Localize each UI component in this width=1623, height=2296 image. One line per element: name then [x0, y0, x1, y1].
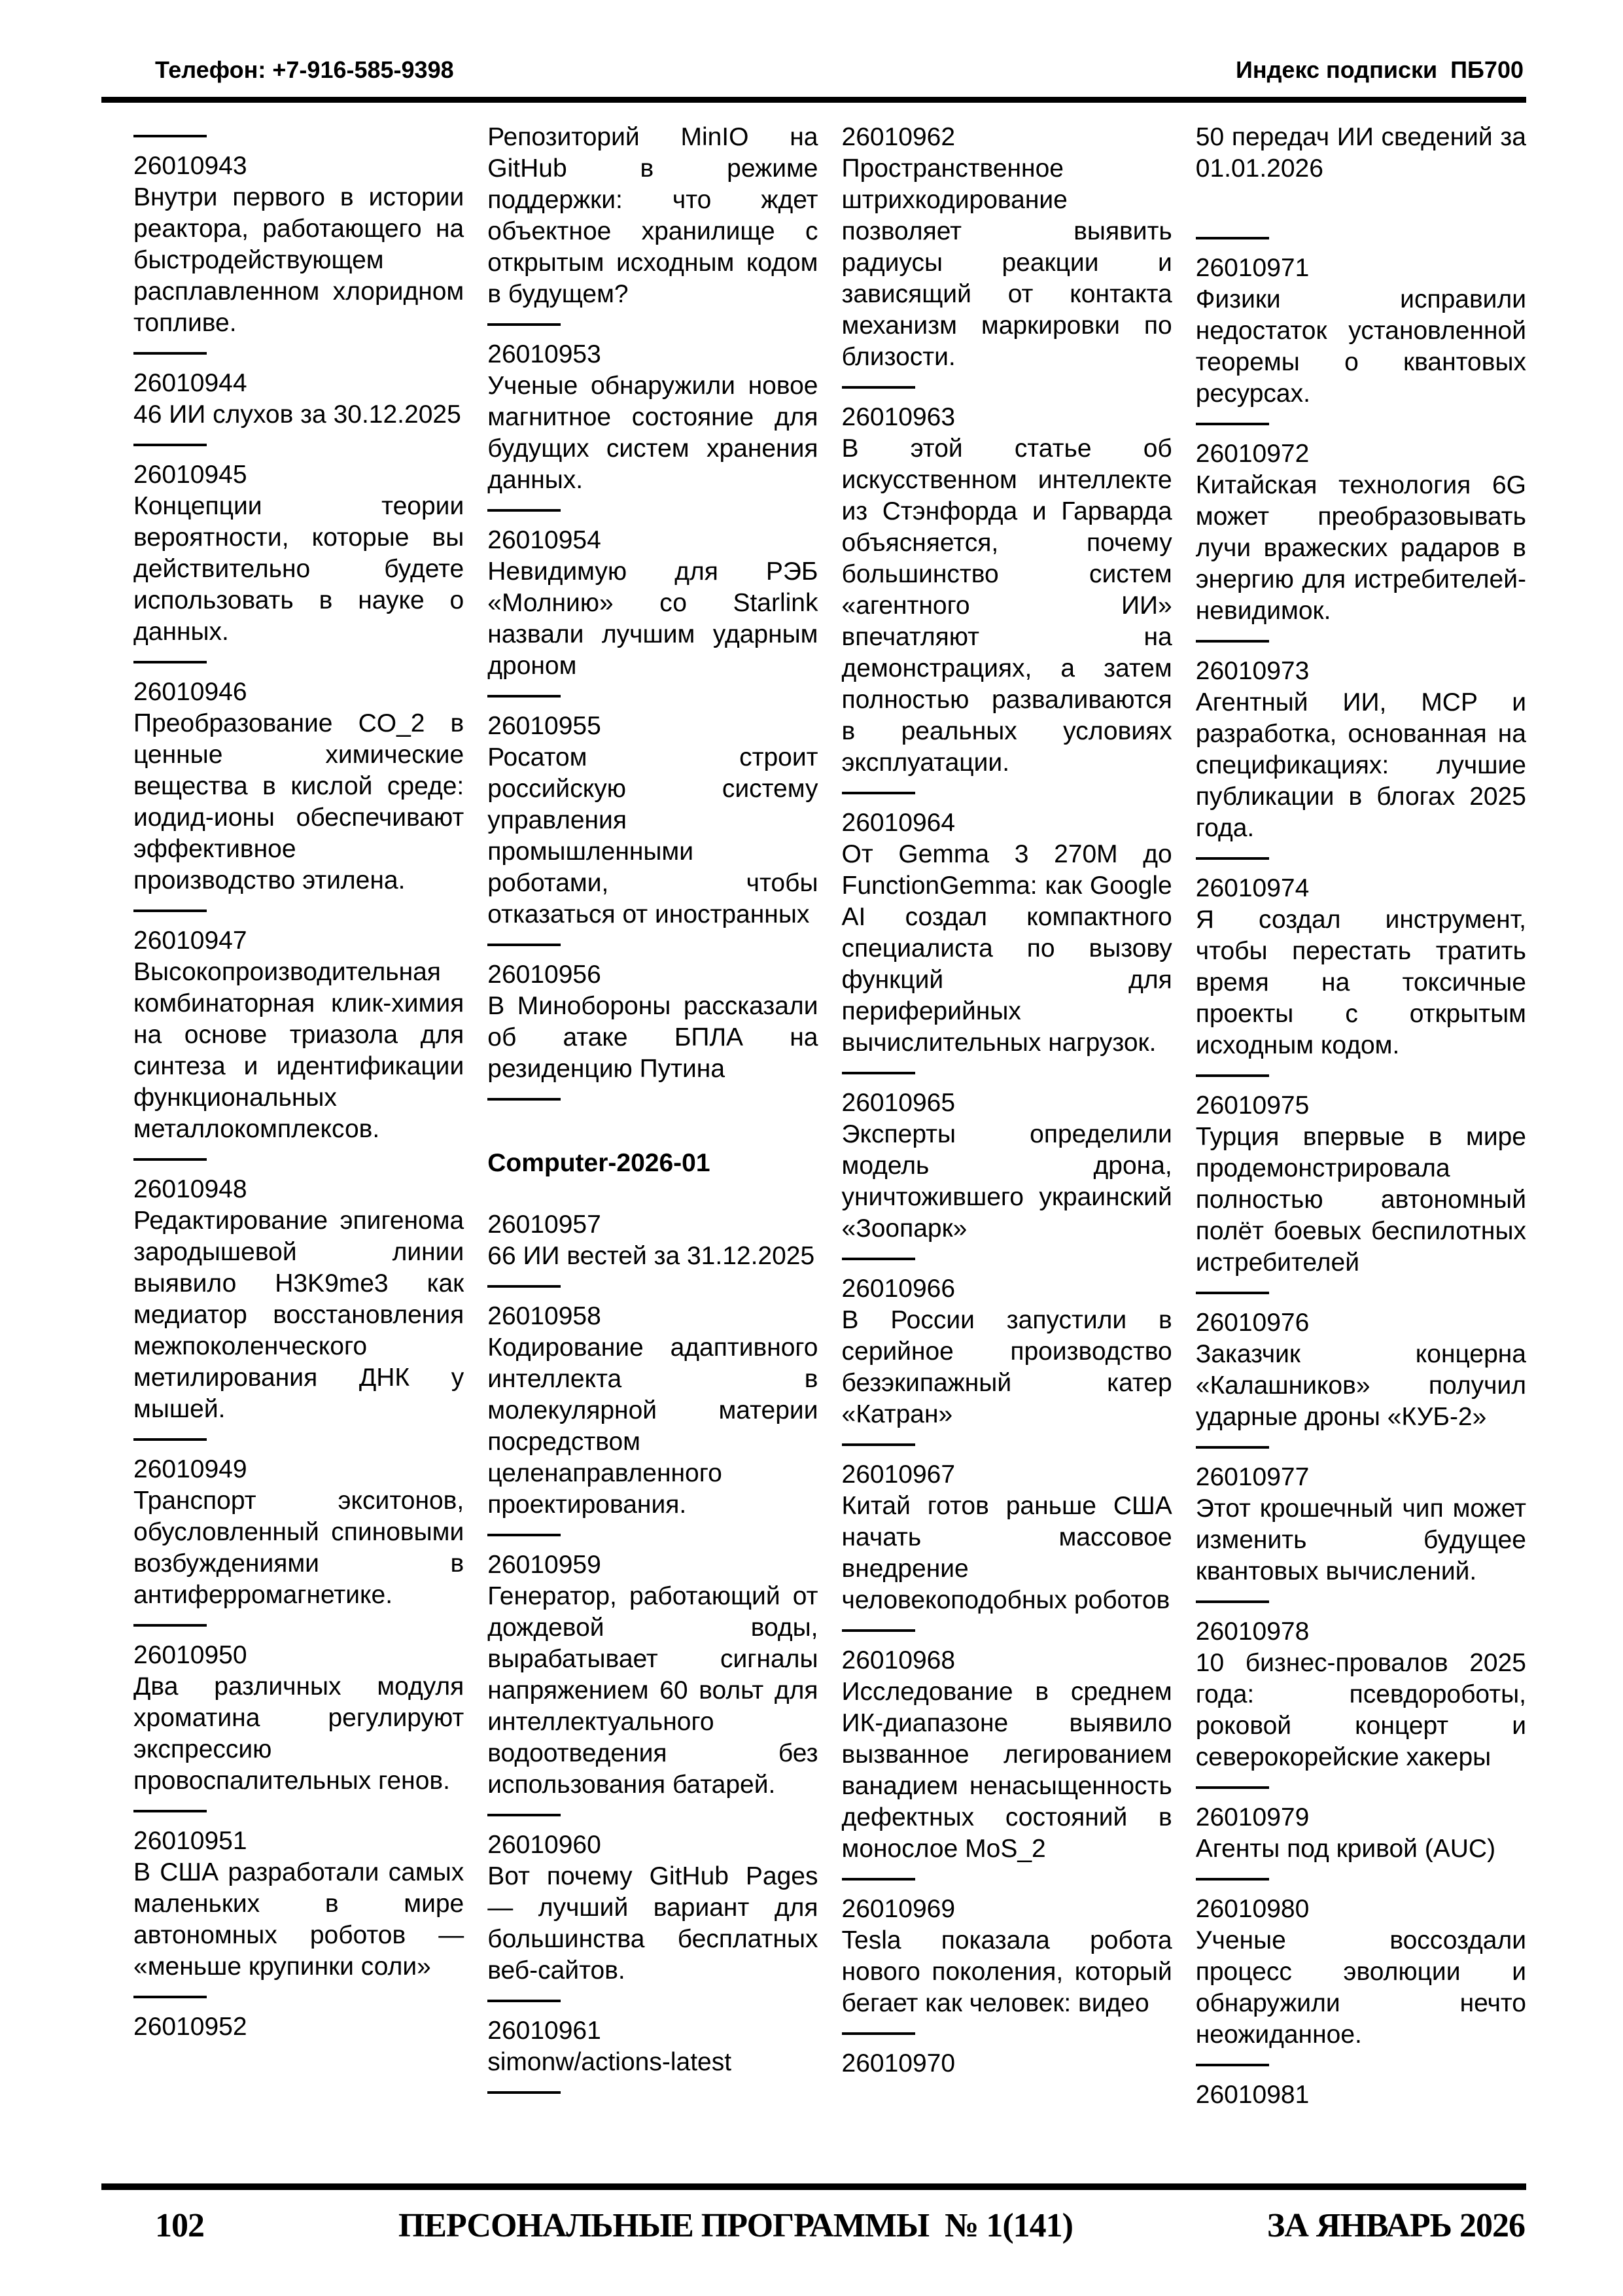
- catalog-entry: [487, 1829, 818, 1987]
- catalog-entry: [133, 459, 464, 648]
- separator-dash: [842, 1072, 915, 1074]
- section-heading: Computer-2026-01: [487, 1149, 710, 1177]
- entry-separator: [487, 1272, 818, 1301]
- entry-text: Невидимую для РЭБ «Молнию» со Starlink назвали лучшим ударным дроном: [487, 557, 818, 680]
- separator-dash: [1196, 640, 1269, 643]
- catalog-entry: [842, 1273, 1172, 1430]
- entry-separator: [1196, 844, 1526, 873]
- entry-separator: [1196, 1865, 1526, 1894]
- entry-text: Агенты под кривой (AUC): [1195, 1835, 1496, 1863]
- entry-separator: [1196, 410, 1526, 438]
- entry-id: 26010960: [487, 1831, 601, 1859]
- entry-id: 26010956: [487, 961, 601, 989]
- entry-id: 26010953: [487, 340, 601, 368]
- entry-text: Внутри первого в истории реактора, работающего на быстродействующем расплавленном хлоридном топливе.: [133, 183, 464, 337]
- entry-separator: [487, 496, 818, 525]
- entry-separator: [133, 1425, 464, 1454]
- entry-id: 26010946: [133, 678, 247, 706]
- entry-id: 26010948: [133, 1175, 247, 1203]
- catalog-entry: [133, 1640, 464, 1797]
- catalog-entry: [1196, 2079, 1526, 2111]
- entry-id: 26010949: [133, 1455, 247, 1483]
- entry-separator: [133, 648, 464, 677]
- catalog-entry: [842, 402, 1172, 779]
- entry-separator: [133, 122, 464, 150]
- catalog-entry: [133, 150, 464, 339]
- entry-separator: [133, 339, 464, 368]
- separator-dash: [1196, 1878, 1269, 1881]
- separator-dash: [133, 352, 207, 355]
- entry-id: 26010977: [1195, 1463, 1310, 1491]
- entry-text: Турция впервые в мире продемонстрировала полностью автономный полёт боевых беспилотных истребителей: [1195, 1123, 1526, 1277]
- footer-rule: [101, 2183, 1526, 2190]
- entry-separator: [487, 682, 818, 711]
- entry-id: 26010962: [841, 123, 956, 151]
- separator-dash: [487, 323, 561, 326]
- entry-id: 26010967: [841, 1460, 956, 1489]
- footer-journal-title: ПЕРСОНАЛЬНЫЕ ПРОГРАММЫ № 1(141): [398, 2207, 1073, 2244]
- separator-dash: [842, 2032, 915, 2035]
- entry-id: 26010981: [1195, 2081, 1310, 2109]
- separator-dash: [1196, 2064, 1269, 2066]
- catalog-entry: [133, 925, 464, 1145]
- catalog-entry: [1196, 438, 1526, 627]
- separator-dash: [133, 1438, 207, 1441]
- entry-text: В России запустили в серийное производство безэкипажный катер «Катран»: [841, 1306, 1172, 1428]
- catalog-entry: [487, 959, 818, 1085]
- entry-text: Tesla показала робота нового поколения, который бегает как человек: видео: [841, 1926, 1172, 2017]
- entry-separator: [1196, 1773, 1526, 1802]
- entry-text: Я создал инструмент, чтобы перестать тратить время на токсичные проекты с открытым исходным кодом.: [1195, 906, 1526, 1059]
- separator-dash: [487, 2000, 561, 2002]
- catalog-entry: [487, 339, 818, 496]
- separator-dash: [1196, 423, 1269, 425]
- entry-text: 66 ИИ вестей за 31.12.2025: [487, 1242, 815, 1270]
- entry-text: Редактирование эпигенома зародышевой линии выявило H3K9me3 как медиатор восстановления межпоколенческого метилирования ДНК у мышей.: [133, 1207, 464, 1423]
- footer-page-number: 102: [155, 2207, 204, 2244]
- separator-dash: [487, 944, 561, 946]
- separator-dash: [1196, 237, 1269, 239]
- separator-dash: [487, 695, 561, 698]
- catalog-entry: [133, 368, 464, 431]
- entry-id: 26010947: [133, 927, 247, 955]
- catalog-entry: [487, 525, 818, 682]
- catalog-entry: [842, 1894, 1172, 2019]
- entry-text: Китайская технология 6G может преобразовывать лучи вражеских радаров в энергию для истребителей-невидимок.: [1195, 471, 1526, 625]
- header-rule: [101, 97, 1526, 103]
- entry-id: 26010970: [841, 2049, 956, 2077]
- separator-dash: [1196, 1292, 1269, 1294]
- catalog-entry: [842, 122, 1172, 373]
- entry-id: 26010955: [487, 712, 601, 740]
- catalog-entry: [487, 1209, 818, 1272]
- entry-text: Преобразование CO_2 в ценные химические вещества в кислой среде: иодид-ионы обеспечивают эффективное производство этилена.: [133, 709, 464, 894]
- entry-separator: [487, 1521, 818, 1549]
- entry-id: 26010965: [841, 1089, 956, 1117]
- entry-text-continuation: 50 передач ИИ сведений за 01.01.2026: [1195, 123, 1526, 183]
- entry-id: 26010973: [1195, 657, 1310, 685]
- entry-text: Росатом строит российскую систему управления промышленными роботами, чтобы отказаться от иностранных: [487, 743, 818, 928]
- entry-text: Эксперты определили модель дрона, уничтожившего украинский «Зоопарк»: [841, 1120, 1172, 1243]
- entry-text: Кодирование адаптивного интеллекта в молекулярной материи посредством целенаправленного проектирования.: [487, 1333, 818, 1519]
- separator-dash: [842, 792, 915, 794]
- separator-dash: [487, 509, 561, 512]
- entry-text: Генератор, работающий от дождевой воды, вырабатывает сигналы напряжением 60 вольт для интеллектуального водоотведения без использования батарей.: [487, 1582, 818, 1799]
- entry-id: 26010959: [487, 1551, 601, 1579]
- entry-text: Агентный ИИ, MCP и разработка, основанная на спецификациях: лучшие публикации в блогах 2025 года.: [1195, 688, 1526, 842]
- entry-separator: [1196, 1061, 1526, 1090]
- entry-separator: [133, 1611, 464, 1640]
- entry-separator: [1196, 1587, 1526, 1616]
- entry-text: В этой статье об искусственном интеллекте из Стэнфорда и Гарварда объясняется, почему большинство систем «агентного ИИ» впечатляют на демонстрациях, а затем полностью разваливаются в реальных условиях эксплуатации.: [841, 434, 1172, 777]
- entry-id: 26010951: [133, 1827, 247, 1855]
- separator-dash: [1196, 1446, 1269, 1449]
- entry-text: Пространственное штрихкодирование позволяет выявить радиусы реакции и зависящий от контакта механизм маркировки по близости.: [841, 154, 1172, 371]
- separator-dash: [133, 1158, 207, 1161]
- catalog-column-2: [487, 122, 818, 2180]
- entry-text: Физики исправили недостаток установленной теоремы о квантовых ресурсах.: [1195, 285, 1526, 408]
- separator-dash: [487, 1814, 561, 1816]
- entry-separator: [1196, 1433, 1526, 1462]
- separator-dash: [133, 1996, 207, 1998]
- catalog-entry: [842, 1645, 1172, 1865]
- entry-text: От Gemma 3 270M до FunctionGemma: как Google AI создал компактного специалиста по вызову функций для периферийных вычислительных нагрузок.: [841, 840, 1172, 1057]
- catalog-entry: [842, 2048, 1172, 2079]
- catalog-entry: [842, 1459, 1172, 1616]
- entry-text: Концепции теории вероятности, которые вы действительно будете использовать в науке о данных.: [133, 492, 464, 646]
- entry-text: Ученые воссоздали процесс эволюции и обнаружили нечто неожиданное.: [1195, 1926, 1526, 2049]
- catalog-entry: [133, 1826, 464, 1983]
- entry-text: Ученые обнаружили новое магнитное состояние для будущих систем хранения данных.: [487, 372, 818, 494]
- entry-id: 26010969: [841, 1895, 956, 1923]
- catalog-entry: [842, 807, 1172, 1059]
- entry-separator: [487, 1801, 818, 1829]
- entry-separator: [133, 1797, 464, 1826]
- catalog-column-3: [842, 122, 1172, 2180]
- catalog-entry: [1196, 1307, 1526, 1433]
- entry-text: Транспорт экситонов, обусловленный спиновыми возбуждениями в антиферромагнетике.: [133, 1487, 464, 1609]
- entry-text: 46 ИИ слухов за 30.12.2025: [133, 400, 461, 429]
- separator-dash: [1196, 1074, 1269, 1077]
- catalog-entry: [133, 2011, 464, 2043]
- entry-id: 26010944: [133, 369, 247, 397]
- entry-id: 26010943: [133, 152, 247, 180]
- catalog-entry: [1196, 253, 1526, 410]
- entry-id: 26010957: [487, 1210, 601, 1239]
- catalog-entry: [1196, 656, 1526, 844]
- entry-text: 10 бизнес-провалов 2025 года: псевдороботы, роковой концерт и северокорейские хакеры: [1195, 1649, 1526, 1771]
- entry-text: Вот почему GitHub Pages — лучший вариант для большинства бесплатных веб-сайтов.: [487, 1862, 818, 1985]
- entry-id: 26010968: [841, 1646, 956, 1674]
- catalog-entry: [1196, 1462, 1526, 1587]
- entry-id: 26010971: [1195, 254, 1310, 282]
- catalog-entry: [1196, 1802, 1526, 1865]
- separator-dash: [133, 1624, 207, 1627]
- entry-separator: [133, 1983, 464, 2011]
- entry-id: 26010963: [841, 403, 956, 431]
- separator-dash: [842, 1878, 915, 1881]
- entry-id: 26010952: [133, 2013, 247, 2041]
- separator-dash: [1196, 1600, 1269, 1603]
- entry-separator: [842, 373, 1172, 402]
- entry-separator: [1196, 1279, 1526, 1307]
- entry-text: simonw/actions-latest: [487, 2048, 732, 2076]
- vertical-gap: [1196, 185, 1526, 224]
- entry-text: Высокопроизводительная комбинаторная клик-химия на основе триазола для синтеза и идентификации функциональных металлокомплексов.: [133, 958, 464, 1143]
- entry-separator: [1196, 627, 1526, 656]
- entry-id: 26010958: [487, 1302, 601, 1330]
- separator-dash: [487, 1098, 561, 1101]
- entry-id: 26010945: [133, 461, 247, 489]
- header-phone: Телефон: +7-916-585-9398: [155, 56, 454, 83]
- entry-separator: [842, 1059, 1172, 1087]
- entry-separator: [133, 431, 464, 459]
- entry-text: Два различных модуля хроматина регулируют экспрессию провоспалительных генов.: [133, 1672, 464, 1795]
- entry-id: 26010975: [1195, 1091, 1310, 1120]
- entry-separator: [842, 779, 1172, 807]
- catalog-entry: [1196, 1616, 1526, 1773]
- entry-separator: [133, 1145, 464, 1174]
- entry-separator: [487, 2078, 818, 2107]
- entry-text: Этот крошечный чип может изменить будущее квантовых вычислений.: [1195, 1494, 1526, 1585]
- separator-dash: [487, 2091, 561, 2094]
- entry-separator: [842, 2019, 1172, 2048]
- entry-separator: [1196, 2051, 1526, 2079]
- catalog-entry: [133, 1174, 464, 1425]
- separator-dash: [487, 1534, 561, 1536]
- entry-separator: [842, 1245, 1172, 1273]
- entry-id: 26010961: [487, 2017, 601, 2045]
- page-footer: [155, 2206, 1525, 2245]
- page-header: [155, 56, 1524, 84]
- separator-dash: [133, 1810, 207, 1812]
- entry-separator: [487, 1987, 818, 2015]
- entry-id: 26010964: [841, 809, 956, 837]
- entry-separator: [842, 1430, 1172, 1459]
- entry-text: В Минобороны рассказали об атаке БПЛА на резиденцию Путина: [487, 992, 818, 1083]
- catalog-entry: [487, 2015, 818, 2078]
- separator-dash: [842, 1443, 915, 1446]
- entry-separator: [1196, 224, 1526, 253]
- separator-dash: [1196, 857, 1269, 860]
- entry-id: 26010972: [1195, 440, 1310, 468]
- entry-id: 26010979: [1195, 1803, 1310, 1831]
- separator-dash: [133, 661, 207, 663]
- header-subscription-index: Индекс подписки ПБ700: [1235, 56, 1524, 83]
- entry-id: 26010954: [487, 526, 601, 554]
- catalog-entry: [133, 677, 464, 896]
- catalog-entry: [487, 1549, 818, 1801]
- entry-separator: [487, 930, 818, 959]
- entry-id: 26010980: [1195, 1895, 1310, 1923]
- entry-separator: [842, 1616, 1172, 1645]
- separator-dash: [133, 444, 207, 446]
- catalog-entry: [133, 1454, 464, 1611]
- catalog-columns: [133, 122, 1526, 2180]
- footer-issue-period: ЗА ЯНВАРЬ 2026: [1266, 2207, 1525, 2244]
- separator-dash: [842, 386, 915, 389]
- entry-separator: [842, 1865, 1172, 1894]
- entry-separator: [487, 310, 818, 339]
- separator-dash: [1196, 1786, 1269, 1789]
- catalog-entry: [487, 711, 818, 930]
- separator-dash: [842, 1258, 915, 1260]
- catalog-column-1: [133, 122, 464, 2180]
- catalog-entry: [487, 1301, 818, 1521]
- entry-text: Заказчик концерна «Калашников» получил ударные дроны «КУБ-2»: [1195, 1340, 1526, 1431]
- entry-text: Китай готов раньше США начать массовое внедрение человекоподобных роботов: [841, 1492, 1172, 1614]
- catalog-entry: [1196, 873, 1526, 1061]
- entry-text-continuation: Репозиторий MinIO на GitHub в режиме поддержки: что ждет объектное хранилище с открытым исходным кодом в будущем?: [487, 123, 818, 308]
- catalog-entry: [1196, 1894, 1526, 2051]
- entry-id: 26010966: [841, 1275, 956, 1303]
- separator-dash: [487, 1285, 561, 1288]
- entry-text: Исследование в среднем ИК-диапазоне выявило вызванное легированием ванадием ненасыщенность дефектных состояний в монослое MoS_2: [841, 1678, 1172, 1863]
- catalog-entry: [842, 1087, 1172, 1245]
- entry-separator: [487, 1085, 818, 1114]
- entry-separator: [133, 896, 464, 925]
- entry-id: 26010974: [1195, 874, 1310, 902]
- entry-text: В США разработали самых маленьких в мире автономных роботов — «меньше крупинки соли»: [133, 1858, 464, 1981]
- catalog-entry: [1196, 1090, 1526, 1279]
- entry-id: 26010978: [1195, 1617, 1310, 1646]
- entry-id: 26010976: [1195, 1309, 1310, 1337]
- entry-id: 26010950: [133, 1641, 247, 1669]
- catalog-column-4: [1196, 122, 1526, 2180]
- separator-dash: [133, 910, 207, 912]
- separator-dash: [842, 1629, 915, 1632]
- separator-dash: [133, 135, 207, 137]
